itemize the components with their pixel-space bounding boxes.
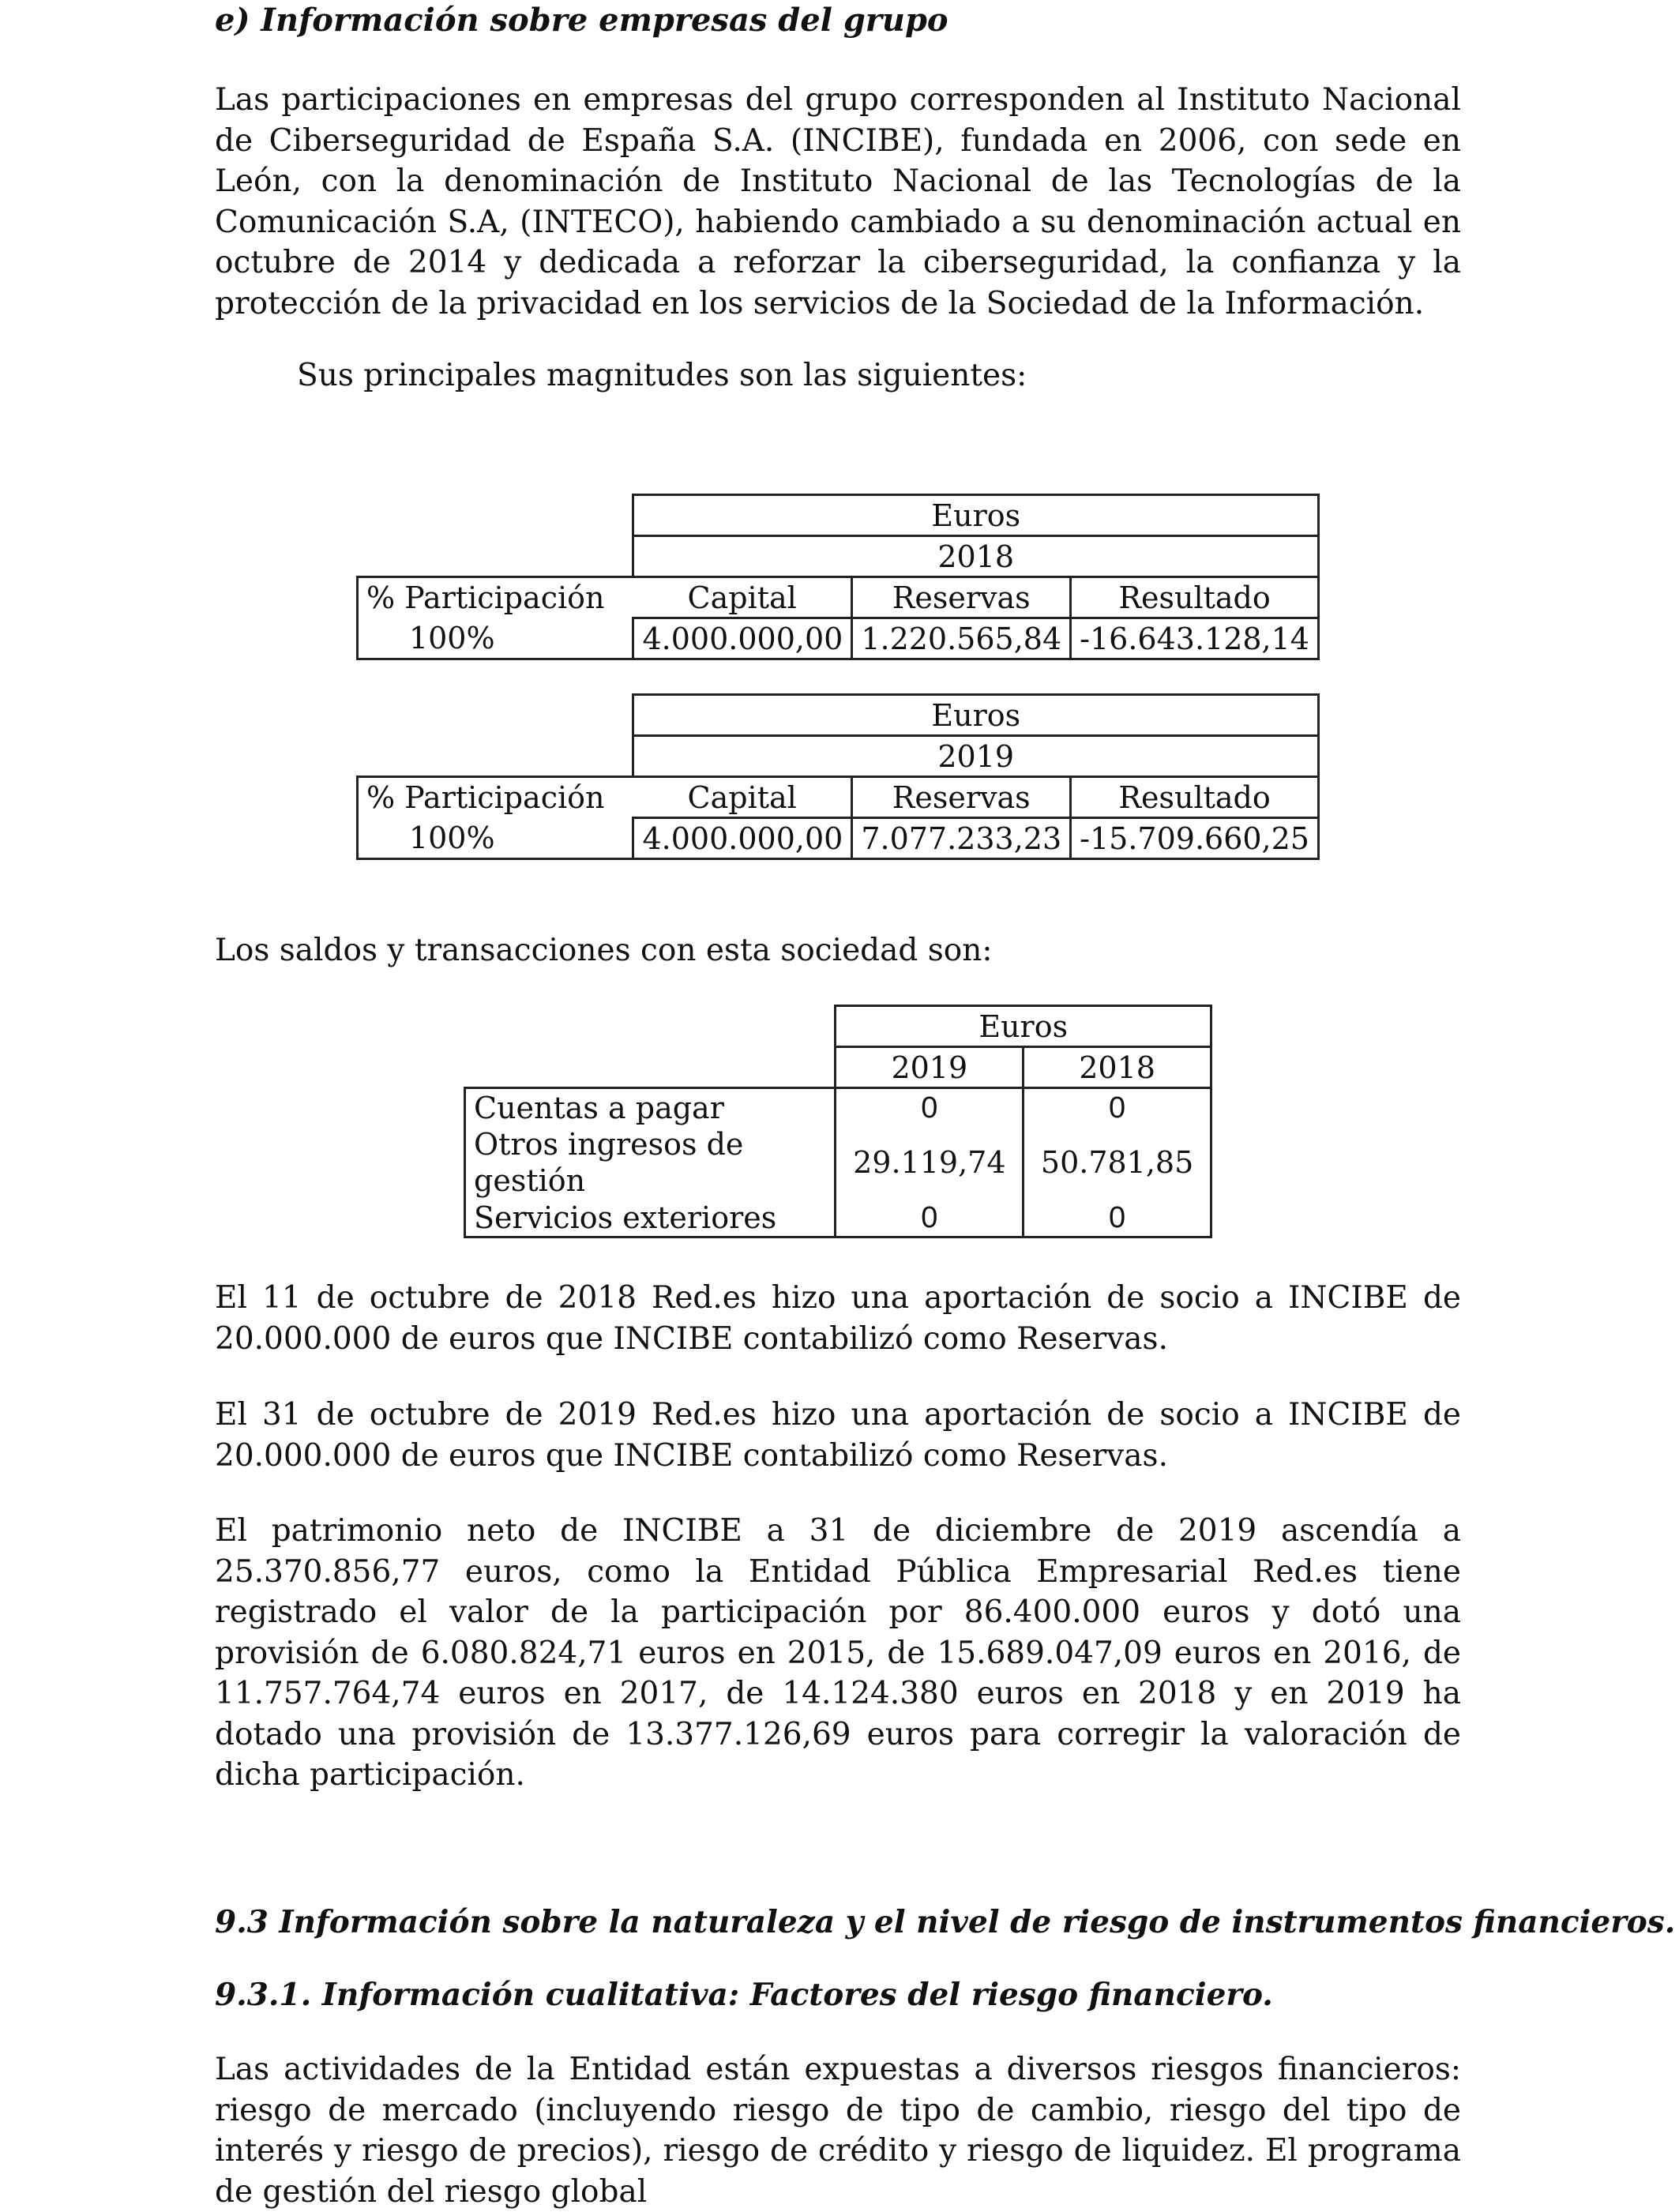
table-2018-header-participacion: % Participación (358, 577, 633, 618)
table-2018-header-capital: Capital (633, 577, 852, 618)
saldos-row-label: Otros ingresos de gestión (465, 1126, 836, 1199)
table-2019-header-resultado: Resultado (1071, 777, 1319, 818)
magnitudes-intro: Sus principales magnitudes son las siguientes: (297, 358, 1027, 393)
table-2019-capital: 4.000.000,00 (633, 818, 852, 859)
saldos-row-2019: 0 (836, 1088, 1024, 1127)
saldos-intro: Los saldos y transacciones con esta sociedad son: (215, 933, 993, 968)
table-2019-year: 2019 (633, 736, 1319, 777)
table-2019-reservas: 7.077.233,23 (852, 818, 1071, 859)
table-2019-header-participacion: % Participación (358, 777, 633, 818)
table-2018-header-reservas: Reservas (852, 577, 1071, 618)
table-2019-header-capital: Capital (633, 777, 852, 818)
saldos-row-2018: 0 (1024, 1088, 1211, 1127)
saldos-year-2018: 2018 (1024, 1047, 1211, 1088)
saldos-year-2019: 2019 (836, 1047, 1024, 1088)
aportacion-2018-paragraph: El 11 de octubre de 2018 Red.es hizo una aportación de socio a INCIBE de 20.000.000 de euros que INCIBE contabilizó como Reservas. (215, 1280, 1461, 1357)
table-2019-participacion: 100% (358, 818, 633, 859)
saldos-row-2019: 29.119,74 (836, 1126, 1024, 1199)
table-2018-capital: 4.000.000,00 (633, 618, 852, 659)
saldos-row-2019: 0 (836, 1199, 1024, 1237)
saldos-row-label: Cuentas a pagar (465, 1088, 836, 1127)
table-2018-resultado: -16.643.128,14 (1071, 618, 1319, 659)
saldos-row-2018: 0 (1024, 1199, 1211, 1237)
saldos-row-2018: 50.781,85 (1024, 1126, 1211, 1199)
table-2018-participacion: 100% (358, 618, 633, 659)
aportacion-2019-paragraph: El 31 de octubre de 2019 Red.es hizo una aportación de socio a INCIBE de 20.000.000 de euros que INCIBE contabilizó como Reservas. (215, 1397, 1461, 1474)
riesgos-paragraph: Las actividades de la Entidad están expuestas a diversos riesgos financieros: riesgo de mercado (incluyendo riesgo de tipo de cambio, riesgo del tipo de interés y riesgo de precios), riesgo de crédito y riesgo de liquidez. El programa de gestión del riesgo global (215, 2052, 1461, 2210)
section-9-3-1-heading: 9.3.1. Información cualitativa: Factores del riesgo financiero. (215, 1977, 1273, 2013)
magnitudes-table-2018 (356, 494, 1320, 660)
section-e-heading: e) Información sobre empresas del grupo (215, 2, 948, 39)
saldos-table (464, 1005, 1212, 1238)
intro-paragraph: Las participaciones en empresas del grupo corresponden al Instituto Nacional de Ciberseguridad de España S.A. (INCIBE), fundada en 2006, con sede en León, con la denominación de Instituto Nacional de las Tecnologías de la Comunicación S.A, (INTECO), habiendo cambiado a su denominación actual en octubre de 2014 y dedicada a reforzar la ciberseguridad, la confianza y la protección de la privacidad en los servicios de la Sociedad de la Información. (215, 82, 1461, 321)
patrimonio-paragraph: El patrimonio neto de INCIBE a 31 de diciembre de 2019 ascendía a 25.370.856,77 euros, como la Entidad Pública Empresarial Red.es tiene registrado el valor de la participación por 86.400.000 euros y dotó una provisión de 6.080.824,71 euros en 2015, de 15.689.047,09 euros en 2016, de 11.757.764,74 euros en 2017, de 14.124.380 euros en 2018 y en 2019 ha dotado una provisión de 13.377.126,69 euros para corregir la valoración de dicha participación. (215, 1513, 1461, 1793)
table-2018-reservas: 1.220.565,84 (852, 618, 1071, 659)
table-2018-header-resultado: Resultado (1071, 577, 1319, 618)
table-2018-year: 2018 (633, 536, 1319, 577)
table-2019-currency: Euros (633, 695, 1319, 736)
table-2019-header-reservas: Reservas (852, 777, 1071, 818)
saldos-row-label: Servicios exteriores (465, 1199, 836, 1237)
section-9-3-heading: 9.3 Información sobre la naturaleza y el nivel de riesgo de instrumentos financieros. (215, 1904, 1676, 1940)
saldos-currency: Euros (836, 1006, 1211, 1047)
table-2018-currency: Euros (633, 495, 1319, 536)
table-2019-resultado: -15.709.660,25 (1071, 818, 1319, 859)
magnitudes-table-2019 (356, 693, 1320, 860)
